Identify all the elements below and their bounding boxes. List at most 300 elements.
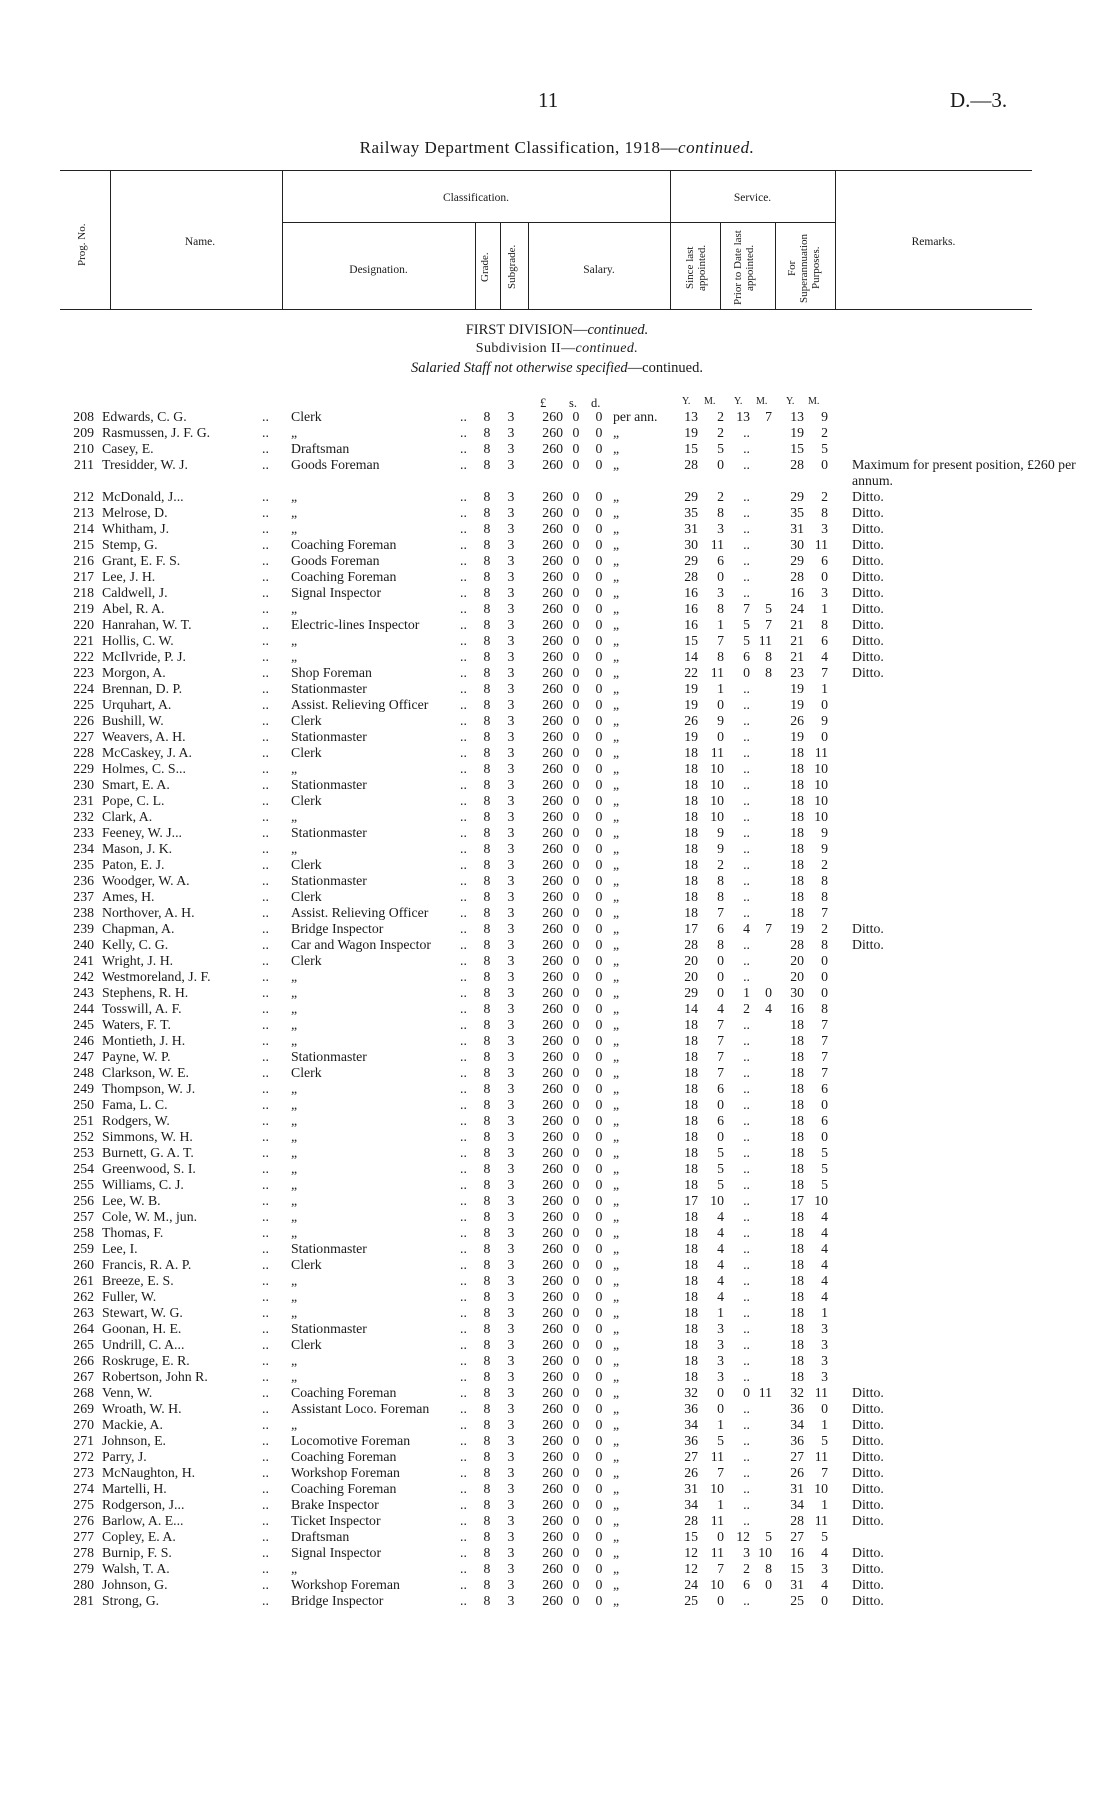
salary-shillings-cell: 0 [572,1481,580,1496]
leader-dots: .. [262,489,269,504]
prior-years-cell: .. [743,681,750,696]
super-months-cell: 3 [821,1369,828,1384]
salary-shillings-cell: 0 [572,521,580,536]
since-months-cell: 3 [717,1369,724,1384]
prog-no-cell: 226 [73,713,94,728]
leader-dots: .. [262,1337,269,1352]
super-months-cell: 11 [814,1385,828,1400]
subgrade-cell: 3 [507,969,515,984]
salary-pounds-cell: 260 [542,633,563,648]
table-row [0,521,1114,537]
salary-shillings-cell: 0 [572,1241,580,1256]
leader-dots: .. [460,649,467,664]
salary-period-cell: „ [613,521,620,536]
grade-cell: 8 [483,569,491,584]
salary-shillings-cell: 0 [572,1401,580,1416]
table-row [0,1065,1114,1081]
leader-dots: .. [262,857,269,872]
name-cell: Goonan, H. E. [102,1321,182,1336]
subgrade-cell: 3 [507,1337,515,1352]
salary-period-cell: „ [613,793,620,808]
table-row [0,1241,1114,1257]
salary-pounds-cell: 260 [542,809,563,824]
since-months-cell: 4 [717,1225,724,1240]
leader-dots: .. [460,441,467,456]
name-cell: Bushill, W. [102,713,164,728]
super-months-cell: 8 [821,889,828,904]
salary-period-cell: „ [613,1481,620,1496]
salary-pence-cell: 0 [595,761,603,776]
prior-years-cell: .. [743,777,750,792]
prog-no-cell: 266 [73,1353,94,1368]
salary-pounds-cell: 260 [542,1049,563,1064]
salary-shillings-cell: 0 [572,841,580,856]
remarks-cell: Ditto. [852,1433,884,1448]
name-cell: Chapman, A. [102,921,175,936]
grade-cell: 8 [483,729,491,744]
leader-dots: .. [262,521,269,536]
grade-cell: 8 [483,857,491,872]
salary-pounds-cell: 260 [542,905,563,920]
leader-dots: .. [262,697,269,712]
name-cell: Smart, E. A. [102,777,170,792]
subgrade-cell: 3 [507,1225,515,1240]
subgrade-cell: 3 [507,777,515,792]
prior-years-cell: 7 [743,601,750,616]
salary-shillings-cell: 0 [572,1369,580,1384]
name-cell: Wroath, W. H. [102,1401,182,1416]
remarks-cell: Ditto. [852,553,884,568]
since-years-cell: 18 [684,1289,698,1304]
table-row [0,889,1114,905]
super-months-cell: 0 [821,969,828,984]
prior-months-cell: 8 [765,665,772,680]
grade-cell: 8 [483,985,491,1000]
salary-shillings-cell: 0 [572,601,580,616]
salary-shillings-cell: 0 [572,1081,580,1096]
remarks-cell: Ditto. [852,1593,884,1608]
super-months-cell: 7 [821,1465,828,1480]
designation-cell: Coaching Foreman [291,537,397,552]
subgrade-cell: 3 [507,745,515,760]
prior-years-cell: .. [743,1193,750,1208]
since-months-cell: 10 [710,777,724,792]
leader-dots: .. [262,729,269,744]
designation-cell: Shop Foreman [291,665,372,680]
grade-cell: 8 [483,1033,491,1048]
super-years-cell: 19 [790,729,804,744]
leader-dots: .. [460,1065,467,1080]
grade-cell: 8 [483,1209,491,1224]
leader-dots: .. [460,1385,467,1400]
salary-shillings-cell: 0 [572,953,580,968]
since-months-cell: 2 [717,857,724,872]
super-months-cell: 11 [814,1449,828,1464]
salary-period-cell: „ [613,585,620,600]
salary-pence-cell: 0 [595,537,603,552]
prog-no-cell: 265 [73,1337,94,1352]
subgrade-cell: 3 [507,1049,515,1064]
salary-shillings-cell: 0 [572,553,580,568]
salary-pence-cell: 0 [595,889,603,904]
designation-cell: „ [291,1161,298,1176]
salary-period-cell: „ [613,825,620,840]
header-divider [282,170,283,310]
designation-cell: Bridge Inspector [291,921,384,936]
salary-shillings-cell: 0 [572,985,580,1000]
salary-shillings-cell: 0 [572,1305,580,1320]
salary-pounds-cell: 260 [542,1193,563,1208]
since-years-cell: 36 [684,1433,698,1448]
name-cell: Hollis, C. W. [102,633,174,648]
since-months-cell: 1 [717,1305,724,1320]
subgrade-cell: 3 [507,809,515,824]
salary-period-cell: „ [613,1289,620,1304]
since-years-cell: 18 [684,793,698,808]
leader-dots: .. [262,617,269,632]
super-years-cell: 18 [790,873,804,888]
salary-pounds-cell: 260 [542,1001,563,1016]
leader-dots: .. [460,537,467,552]
since-years-cell: 16 [684,617,698,632]
remarks-cell: Ditto. [852,921,884,936]
leader-dots: .. [460,425,467,440]
subgrade-cell: 3 [507,649,515,664]
salary-period-cell: „ [613,1193,620,1208]
subgrade-cell: 3 [507,953,515,968]
salary-pounds-cell: 260 [542,665,563,680]
salary-pence-cell: 0 [595,809,603,824]
unit-months-super: M. [808,396,820,407]
leader-dots: .. [262,1145,269,1160]
grade-cell: 8 [483,489,491,504]
since-months-cell: 10 [710,1481,724,1496]
grade-cell: 8 [483,1561,491,1576]
prog-no-cell: 277 [73,1529,94,1544]
salary-period-cell: „ [613,841,620,856]
designation-cell: „ [291,489,298,504]
grade-cell: 8 [483,713,491,728]
leader-dots: .. [460,1113,467,1128]
prog-no-cell: 225 [73,697,94,712]
leader-dots: .. [460,1097,467,1112]
super-months-cell: 6 [821,1081,828,1096]
salary-shillings-cell: 0 [572,761,580,776]
designation-cell: „ [291,809,298,824]
super-months-cell: 0 [821,1401,828,1416]
super-years-cell: 26 [790,713,804,728]
leader-dots: .. [262,985,269,1000]
since-months-cell: 5 [717,1145,724,1160]
super-years-cell: 31 [790,1481,804,1496]
since-months-cell: 4 [717,1209,724,1224]
designation-cell: Car and Wagon Inspector [291,937,432,952]
salary-pence-cell: 0 [595,1529,603,1544]
salary-shillings-cell: 0 [572,1273,580,1288]
salary-period-cell: „ [613,745,620,760]
since-months-cell: 3 [717,1353,724,1368]
table-row [0,1225,1114,1241]
super-months-cell: 6 [821,553,828,568]
grade-cell: 8 [483,953,491,968]
name-cell: Rodgerson, J... [102,1497,185,1512]
table-row [0,537,1114,553]
prior-years-cell: 5 [743,633,750,648]
salary-pounds-cell: 260 [542,1593,563,1608]
super-years-cell: 28 [790,457,804,472]
salary-pounds-cell: 260 [542,761,563,776]
super-months-cell: 0 [821,1097,828,1112]
since-months-cell: 6 [717,1113,724,1128]
since-years-cell: 28 [684,457,698,472]
grade-cell: 8 [483,1065,491,1080]
since-years-cell: 30 [684,537,698,552]
since-months-cell: 5 [717,441,724,456]
designation-cell: Clerk [291,793,322,808]
grade-cell: 8 [483,681,491,696]
leader-dots: .. [460,505,467,520]
grade-cell: 8 [483,1353,491,1368]
prog-no-cell: 233 [73,825,94,840]
unit-pound: £ [540,396,547,410]
prog-no-cell: 212 [73,489,94,504]
grade-cell: 8 [483,1241,491,1256]
leader-dots: .. [460,1193,467,1208]
leader-dots: .. [460,1017,467,1032]
salary-pence-cell: 0 [595,1017,603,1032]
since-months-cell: 7 [717,1033,724,1048]
since-months-cell: 9 [717,825,724,840]
name-cell: Weavers, A. H. [102,729,186,744]
salary-pence-cell: 0 [595,601,603,616]
salary-pounds-cell: 260 [542,1017,563,1032]
subgrade-cell: 3 [507,505,515,520]
name-cell: Thomas, F. [102,1225,164,1240]
salary-period-cell: „ [613,681,620,696]
super-months-cell: 11 [814,1513,828,1528]
super-months-cell: 9 [821,409,828,424]
leader-dots: .. [262,777,269,792]
salary-period-cell: „ [613,937,620,952]
since-years-cell: 18 [684,1241,698,1256]
header-salary: Salary. [583,264,615,276]
leader-dots: .. [460,1257,467,1272]
grade-cell: 8 [483,745,491,760]
table-row [0,1337,1114,1353]
prior-years-cell: .. [743,1433,750,1448]
grade-cell: 8 [483,457,491,472]
leader-dots: .. [262,1529,269,1544]
remarks-cell: Ditto. [852,649,884,664]
remarks-cell: Ditto. [852,1417,884,1432]
salary-pounds-cell: 260 [542,409,563,424]
since-months-cell: 5 [717,1161,724,1176]
salary-period-cell: „ [613,1209,620,1224]
designation-cell: Clerk [291,889,322,904]
salary-period-cell: „ [613,873,620,888]
leader-dots: .. [460,1161,467,1176]
since-months-cell: 4 [717,1001,724,1016]
salary-period-cell: „ [613,1065,620,1080]
prog-no-cell: 209 [73,425,94,440]
name-cell: Paton, E. J. [102,857,165,872]
header-grade: Grade. [479,252,491,282]
name-cell: Greenwood, S. I. [102,1161,196,1176]
division-continued: continued. [587,322,649,338]
salary-period-cell: „ [613,425,620,440]
remarks-cell: Ditto. [852,1449,884,1464]
leader-dots: .. [262,1465,269,1480]
salary-shillings-cell: 0 [572,1497,580,1512]
division-text: FIRST DIVISION— [465,322,588,338]
leader-dots: .. [460,665,467,680]
grade-cell: 8 [483,1465,491,1480]
prior-years-cell: .. [743,1401,750,1416]
salary-pence-cell: 0 [595,1433,603,1448]
super-years-cell: 18 [790,825,804,840]
prog-no-cell: 222 [73,649,94,664]
subgrade-cell: 3 [507,937,515,952]
super-months-cell: 11 [814,745,828,760]
prog-no-cell: 208 [73,409,94,424]
salary-shillings-cell: 0 [572,441,580,456]
super-months-cell: 5 [821,1145,828,1160]
leader-dots: .. [460,585,467,600]
since-years-cell: 18 [684,857,698,872]
name-cell: Fuller, W. [102,1289,157,1304]
name-cell: Venn, W. [102,1385,153,1400]
grade-cell: 8 [483,1049,491,1064]
salary-shillings-cell: 0 [572,1465,580,1480]
super-months-cell: 4 [821,1241,828,1256]
salary-period-cell: „ [613,969,620,984]
salary-shillings-cell: 0 [572,1209,580,1224]
salary-pounds-cell: 260 [542,937,563,952]
since-years-cell: 18 [684,1177,698,1192]
subgrade-cell: 3 [507,857,515,872]
grade-cell: 8 [483,873,491,888]
super-months-cell: 8 [821,505,828,520]
leader-dots: .. [460,1129,467,1144]
subgrade-cell: 3 [507,1513,515,1528]
subgrade-cell: 3 [507,1417,515,1432]
salary-shillings-cell: 0 [572,1033,580,1048]
subgrade-cell: 3 [507,633,515,648]
table-row [0,1145,1114,1161]
super-months-cell: 2 [821,425,828,440]
prog-no-cell: 228 [73,745,94,760]
super-months-cell: 0 [821,729,828,744]
prog-no-cell: 241 [73,953,94,968]
table-row [0,649,1114,665]
prior-years-cell: .. [743,505,750,520]
table-row [0,1209,1114,1225]
salary-pence-cell: 0 [595,441,603,456]
table-row [0,617,1114,633]
prog-no-cell: 224 [73,681,94,696]
prior-years-cell: .. [743,937,750,952]
header-divider [775,222,776,310]
salary-period-cell: „ [613,729,620,744]
since-years-cell: 32 [684,1385,698,1400]
since-months-cell: 4 [717,1257,724,1272]
leader-dots: .. [262,1209,269,1224]
table-row [0,1577,1114,1593]
since-months-cell: 8 [717,937,724,952]
super-years-cell: 34 [790,1497,804,1512]
table-row [0,1513,1114,1529]
leader-dots: .. [262,905,269,920]
super-months-cell: 10 [814,777,828,792]
leader-dots: .. [460,713,467,728]
name-cell: Breeze, E. S. [102,1273,174,1288]
since-months-cell: 7 [717,905,724,920]
prior-years-cell: .. [743,889,750,904]
salary-pence-cell: 0 [595,1225,603,1240]
leader-dots: .. [262,569,269,584]
super-years-cell: 18 [790,1017,804,1032]
staff-heading-italic: Salaried Staff not otherwise specified [411,360,628,376]
salary-shillings-cell: 0 [572,489,580,504]
salary-period-cell: „ [613,601,620,616]
since-years-cell: 18 [684,1065,698,1080]
prior-years-cell: .. [743,1321,750,1336]
super-months-cell: 8 [821,937,828,952]
designation-cell: „ [291,1001,298,1016]
table-row [0,1305,1114,1321]
salary-pence-cell: 0 [595,1305,603,1320]
prior-years-cell: .. [743,905,750,920]
salary-pounds-cell: 260 [542,1401,563,1416]
salary-pounds-cell: 260 [542,697,563,712]
salary-pounds-cell: 260 [542,521,563,536]
prog-no-cell: 227 [73,729,94,744]
prior-years-cell: .. [743,1305,750,1320]
staff-heading-tail: —continued. [627,360,703,376]
table-row [0,681,1114,697]
salary-pounds-cell: 260 [542,1481,563,1496]
designation-cell: Clerk [291,857,322,872]
table-row [0,1193,1114,1209]
leader-dots: .. [262,601,269,616]
prog-no-cell: 215 [73,537,94,552]
prog-no-cell: 242 [73,969,94,984]
since-months-cell: 0 [717,1097,724,1112]
salary-pence-cell: 0 [595,1417,603,1432]
prog-no-cell: 254 [73,1161,94,1176]
header-name: Name. [184,236,216,248]
salary-pounds-cell: 260 [542,921,563,936]
salary-period-cell: „ [613,1257,620,1272]
super-months-cell: 11 [814,537,828,552]
prior-years-cell: .. [743,969,750,984]
since-months-cell: 4 [717,1289,724,1304]
page-number: 11 [538,88,559,112]
salary-period-cell: „ [613,1337,620,1352]
salary-period-cell: „ [613,1161,620,1176]
since-years-cell: 16 [684,585,698,600]
since-months-cell: 11 [710,1513,724,1528]
leader-dots: .. [460,1513,467,1528]
salary-pence-cell: 0 [595,745,603,760]
name-cell: McCaskey, J. A. [102,745,192,760]
salary-pounds-cell: 260 [542,569,563,584]
prog-no-cell: 246 [73,1033,94,1048]
super-years-cell: 16 [790,585,804,600]
prior-years-cell: .. [743,521,750,536]
name-cell: McDonald, J... [102,489,184,504]
prior-months-cell: 11 [758,1385,772,1400]
